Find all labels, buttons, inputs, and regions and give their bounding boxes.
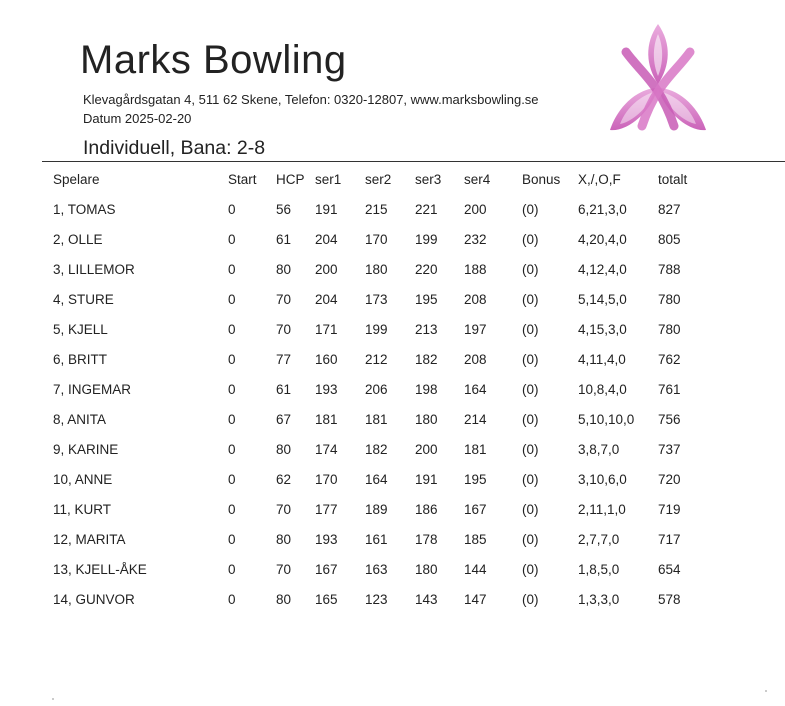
table-header-row	[0, 164, 718, 194]
start-value: 0	[228, 321, 236, 337]
ser3-value: 221	[415, 201, 438, 217]
ser3-value: 178	[415, 531, 438, 547]
strikes-spares-value: 4,15,3,0	[578, 321, 627, 337]
hcp-value: 80	[276, 441, 292, 457]
ser4-value: 188	[464, 261, 487, 277]
ser2-value: 123	[365, 591, 388, 607]
strikes-spares-value: 2,11,1,0	[578, 501, 626, 517]
table-row	[0, 254, 718, 284]
player-name: 14, GUNVOR	[53, 591, 135, 607]
start-value: 0	[228, 591, 236, 607]
total-value: 719	[658, 501, 681, 517]
ser1-value: 167	[315, 561, 338, 577]
ser4-value: 232	[464, 231, 487, 247]
hcp-value: 70	[276, 321, 292, 337]
bonus-value: (0)	[522, 201, 539, 217]
ser1-value: 171	[315, 321, 338, 337]
scan-speck	[52, 698, 54, 700]
player-name: 1, TOMAS	[53, 201, 116, 217]
ser4-value: 197	[464, 321, 487, 337]
table-row	[0, 374, 718, 404]
strikes-spares-value: 2,7,7,0	[578, 531, 620, 547]
strikes-spares-value: 10,8,4,0	[578, 381, 627, 397]
bonus-value: (0)	[522, 411, 539, 427]
bonus-value: (0)	[522, 501, 539, 517]
start-value: 0	[228, 441, 236, 457]
total-value: 654	[658, 561, 681, 577]
player-name: 10, ANNE	[53, 471, 113, 487]
hcp-value: 80	[276, 531, 292, 547]
ser4-value: 144	[464, 561, 487, 577]
strikes-spares-value: 3,10,6,0	[578, 471, 627, 487]
ser1-value: 191	[315, 201, 338, 217]
player-name: 6, BRITT	[53, 351, 108, 367]
ser1-value: 177	[315, 501, 338, 517]
date-line: Datum 2025-02-20	[83, 111, 192, 126]
bonus-value: (0)	[522, 531, 539, 547]
column-header-strikes-spares: X,/,O,F	[578, 171, 621, 187]
player-name: 8, ANITA	[53, 411, 107, 427]
ser4-value: 181	[464, 441, 487, 457]
bonus-value: (0)	[522, 561, 539, 577]
ser1-value: 165	[315, 591, 338, 607]
strikes-spares-value: 6,21,3,0	[578, 201, 627, 217]
results-table	[0, 164, 718, 614]
ser4-value: 195	[464, 471, 487, 487]
ser4-value: 208	[464, 351, 487, 367]
ser1-value: 181	[315, 411, 338, 427]
ser2-value: 161	[365, 531, 388, 547]
strikes-spares-value: 4,12,4,0	[578, 261, 627, 277]
hcp-value: 62	[276, 471, 292, 487]
ser4-value: 147	[464, 591, 487, 607]
ser3-value: 195	[415, 291, 438, 307]
column-header-ser1: ser1	[315, 171, 342, 187]
total-value: 762	[658, 351, 681, 367]
hcp-value: 70	[276, 291, 292, 307]
bonus-value: (0)	[522, 291, 539, 307]
total-value: 788	[658, 261, 681, 277]
column-header-player: Spelare	[53, 171, 100, 187]
player-name: 13, KJELL-ÅKE	[53, 561, 147, 577]
ser1-value: 160	[315, 351, 338, 367]
total-value: 805	[658, 231, 681, 247]
ser2-value: 215	[365, 201, 388, 217]
player-name: 4, STURE	[53, 291, 114, 307]
start-value: 0	[228, 291, 236, 307]
table-row	[0, 434, 718, 464]
hcp-value: 56	[276, 201, 292, 217]
column-header-ser3: ser3	[415, 171, 442, 187]
ser1-value: 193	[315, 531, 338, 547]
competition-subtitle: Individuell, Bana: 2-8	[83, 137, 266, 159]
hcp-value: 61	[276, 231, 292, 247]
hcp-value: 80	[276, 261, 292, 277]
table-row	[0, 464, 718, 494]
hcp-value: 80	[276, 591, 292, 607]
hcp-value: 70	[276, 501, 292, 517]
column-header-bonus: Bonus	[522, 171, 561, 187]
ser2-value: 181	[365, 411, 388, 427]
player-name: 9, KARINE	[53, 441, 119, 457]
total-value: 720	[658, 471, 681, 487]
start-value: 0	[228, 351, 236, 367]
total-value: 717	[658, 531, 681, 547]
bonus-value: (0)	[522, 591, 539, 607]
strikes-spares-value: 5,10,10,0	[578, 411, 635, 427]
bowling-logo-icon	[608, 22, 708, 137]
ser3-value: 180	[415, 411, 438, 427]
hcp-value: 61	[276, 381, 292, 397]
ser4-value: 208	[464, 291, 487, 307]
table-row	[0, 224, 718, 254]
strikes-spares-value: 3,8,7,0	[578, 441, 620, 457]
start-value: 0	[228, 261, 236, 277]
table-row	[0, 584, 718, 614]
ser3-value: 191	[415, 471, 438, 487]
player-name: 12, MARITA	[53, 531, 126, 547]
player-name: 7, INGEMAR	[53, 381, 132, 397]
table-row	[0, 284, 718, 314]
ser1-value: 204	[315, 291, 338, 307]
table-row	[0, 404, 718, 434]
ser3-value: 182	[415, 351, 438, 367]
player-name: 5, KJELL	[53, 321, 108, 337]
ser2-value: 164	[365, 471, 388, 487]
ser3-value: 143	[415, 591, 438, 607]
bonus-value: (0)	[522, 471, 539, 487]
ser2-value: 199	[365, 321, 388, 337]
strikes-spares-value: 5,14,5,0	[578, 291, 627, 307]
header-divider	[42, 161, 785, 162]
column-header-ser2: ser2	[365, 171, 392, 187]
ser3-value: 213	[415, 321, 438, 337]
start-value: 0	[228, 411, 236, 427]
player-name: 3, LILLEMOR	[53, 261, 135, 277]
player-name: 2, OLLE	[53, 231, 103, 247]
ser4-value: 164	[464, 381, 487, 397]
ser1-value: 200	[315, 261, 338, 277]
bonus-value: (0)	[522, 261, 539, 277]
ser1-value: 193	[315, 381, 338, 397]
ser3-value: 186	[415, 501, 438, 517]
hcp-value: 77	[276, 351, 292, 367]
hcp-value: 70	[276, 561, 292, 577]
ser2-value: 206	[365, 381, 388, 397]
start-value: 0	[228, 231, 236, 247]
total-value: 780	[658, 321, 681, 337]
hcp-value: 67	[276, 411, 292, 427]
bonus-value: (0)	[522, 381, 539, 397]
column-header-ser4: ser4	[464, 171, 491, 187]
ser2-value: 212	[365, 351, 388, 367]
address-line: Klevagårdsgatan 4, 511 62 Skene, Telefon: 0320-12807, www.marksbowling.se	[83, 92, 539, 107]
bonus-value: (0)	[522, 231, 539, 247]
total-value: 780	[658, 291, 681, 307]
ser2-value: 189	[365, 501, 388, 517]
ser4-value: 167	[464, 501, 487, 517]
ser4-value: 185	[464, 531, 487, 547]
ser2-value: 173	[365, 291, 388, 307]
strikes-spares-value: 1,3,3,0	[578, 591, 620, 607]
page-title: Marks Bowling	[80, 38, 347, 82]
ser2-value: 163	[365, 561, 388, 577]
table-row	[0, 194, 718, 224]
total-value: 827	[658, 201, 681, 217]
strikes-spares-value: 1,8,5,0	[578, 561, 620, 577]
ser3-value: 180	[415, 561, 438, 577]
table-row	[0, 524, 718, 554]
total-value: 578	[658, 591, 681, 607]
bonus-value: (0)	[522, 441, 539, 457]
start-value: 0	[228, 501, 236, 517]
ser3-value: 200	[415, 441, 438, 457]
scan-speck	[765, 690, 767, 692]
start-value: 0	[228, 471, 236, 487]
ser3-value: 220	[415, 261, 438, 277]
ser1-value: 204	[315, 231, 338, 247]
ser2-value: 180	[365, 261, 388, 277]
total-value: 737	[658, 441, 681, 457]
start-value: 0	[228, 381, 236, 397]
ser2-value: 170	[365, 231, 388, 247]
start-value: 0	[228, 201, 236, 217]
ser1-value: 174	[315, 441, 338, 457]
strikes-spares-value: 4,20,4,0	[578, 231, 627, 247]
ser2-value: 182	[365, 441, 388, 457]
table-row	[0, 314, 718, 344]
column-header-start: Start	[228, 171, 257, 187]
bonus-value: (0)	[522, 321, 539, 337]
table-row	[0, 344, 718, 374]
total-value: 761	[658, 381, 681, 397]
ser4-value: 200	[464, 201, 487, 217]
total-value: 756	[658, 411, 681, 427]
table-row	[0, 554, 718, 584]
column-header-total: totalt	[658, 171, 688, 187]
ser4-value: 214	[464, 411, 487, 427]
start-value: 0	[228, 531, 236, 547]
column-header-hcp: HCP	[276, 171, 305, 187]
bonus-value: (0)	[522, 351, 539, 367]
player-name: 11, KURT	[53, 501, 112, 517]
ser3-value: 199	[415, 231, 438, 247]
ser1-value: 170	[315, 471, 338, 487]
start-value: 0	[228, 561, 236, 577]
table-row	[0, 494, 718, 524]
ser3-value: 198	[415, 381, 438, 397]
strikes-spares-value: 4,11,4,0	[578, 351, 626, 367]
